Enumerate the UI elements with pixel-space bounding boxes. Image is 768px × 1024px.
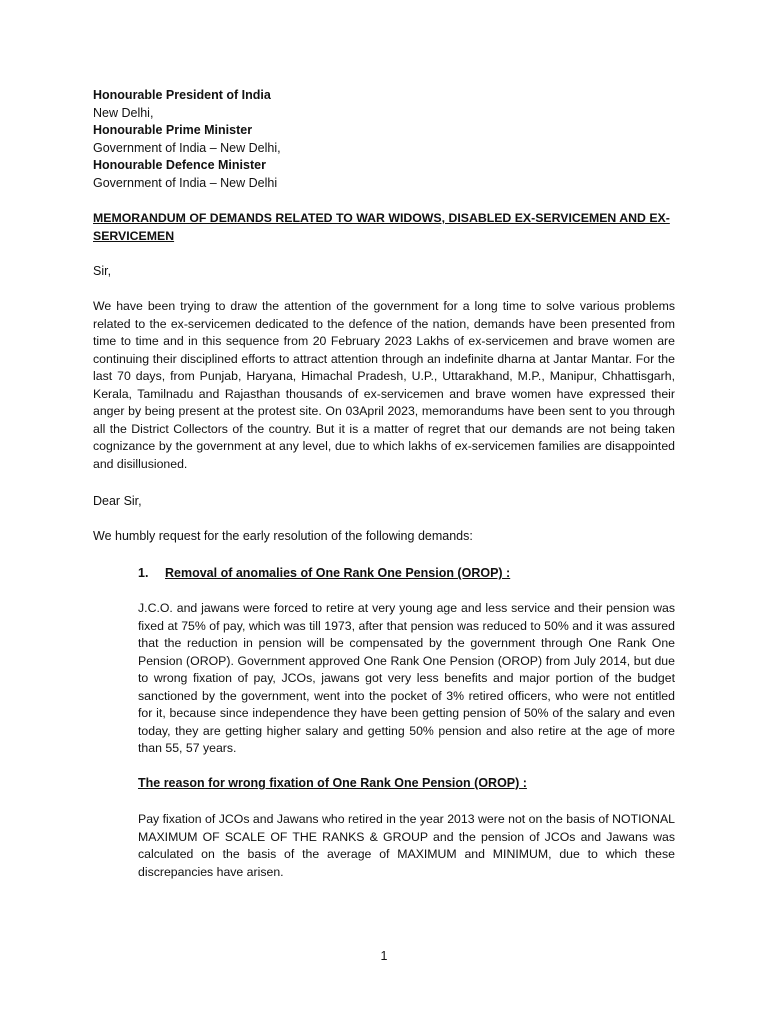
addressee-1-title: Honourable President of India [93, 88, 271, 102]
memorandum-subject: MEMORANDUM OF DEMANDS RELATED TO WAR WIDOWS, DISABLED EX-SERVICEMEN AND EX-SERVICEMEN [93, 211, 670, 243]
addressee-3-location: Government of India – New Delhi [93, 175, 278, 190]
demand-1-reason-body: Pay fixation of JCOs and Jawans who retired in the year 2013 were not on the basis of NOTIONAL MAXIMUM OF SCALE OF THE RANKS & GROUP and the pension of JCOs and Jawans was calculated on the basis of the average of MAXIMUM and MINIMUM, due to which these discrepancies have arisen. [138, 812, 675, 879]
salutation-dear-sir: Dear Sir, [93, 494, 142, 508]
addressee-2-title: Honourable Prime Minister [93, 123, 253, 137]
addressee-1-location: New Delhi, [93, 105, 154, 120]
demand-1-title: Removal of anomalies of One Rank One Pension (OROP) : [165, 566, 511, 580]
demand-1-heading [138, 565, 510, 583]
demand-1-body: J.C.O. and jawans were forced to retire at very young age and less service and their pension was fixed at 75% of pay, which was till 1973, after that pension was reduced to 50% and it was assured that the reduction in pension will be compensated by the government through One Rank One Pension (OROP). Government approved One Rank One Pension (OROP) from July 2014, but due to wrong fixation of pay, JCOs, jawans got very less benefits and major portion of the budget sanctioned by the government, went into the pocket of 3% retired officers, who were not entitled for it, because since independence they have been getting pension of 50% of the salary and even today, they are getting higher salary and getting 50% pension and also retire at the age of more than 55, 57 years. [138, 601, 675, 755]
intro-paragraph: We have been trying to draw the attention of the government for a long time to solve various problems related to the ex-servicemen dedicated to the defence of the nation, demands have been presented from time to time and in this sequence from 20 February 2023 Lakhs of ex-servicemen and brave women are continuing their disciplined efforts to attract attention through an indefinite dharna at Jantar Mantar. For the last 70 days, from Punjab, Haryana, Himachal Pradesh, U.P., Uttarakhand, M.P., Manipur, Chhattisgarh, Kerala, Tamilnadu and Rajasthan thousands of ex-servicemen and brave women have expressed their anger by being present at the protest site. On 03April 2023, memorandums have been sent to you through all the District Collectors of the country. But it is a matter of regret that our demands are not being taken cognizance by the government at any level, due to which lakhs of ex-servicemen families are disappointed and disillusioned. [93, 299, 675, 471]
addressee-2-location: Government of India – New Delhi, [93, 140, 281, 155]
request-intro: We humbly request for the early resolution of the following demands: [93, 529, 473, 543]
page-number: 1 [380, 949, 388, 963]
demand-1-number: 1. [138, 566, 149, 580]
salutation-sir: Sir, [93, 264, 112, 278]
demand-1-reason-heading: The reason for wrong fixation of One Rank One Pension (OROP) : [138, 776, 527, 790]
addressee-3-title: Honourable Defence Minister [93, 158, 266, 172]
